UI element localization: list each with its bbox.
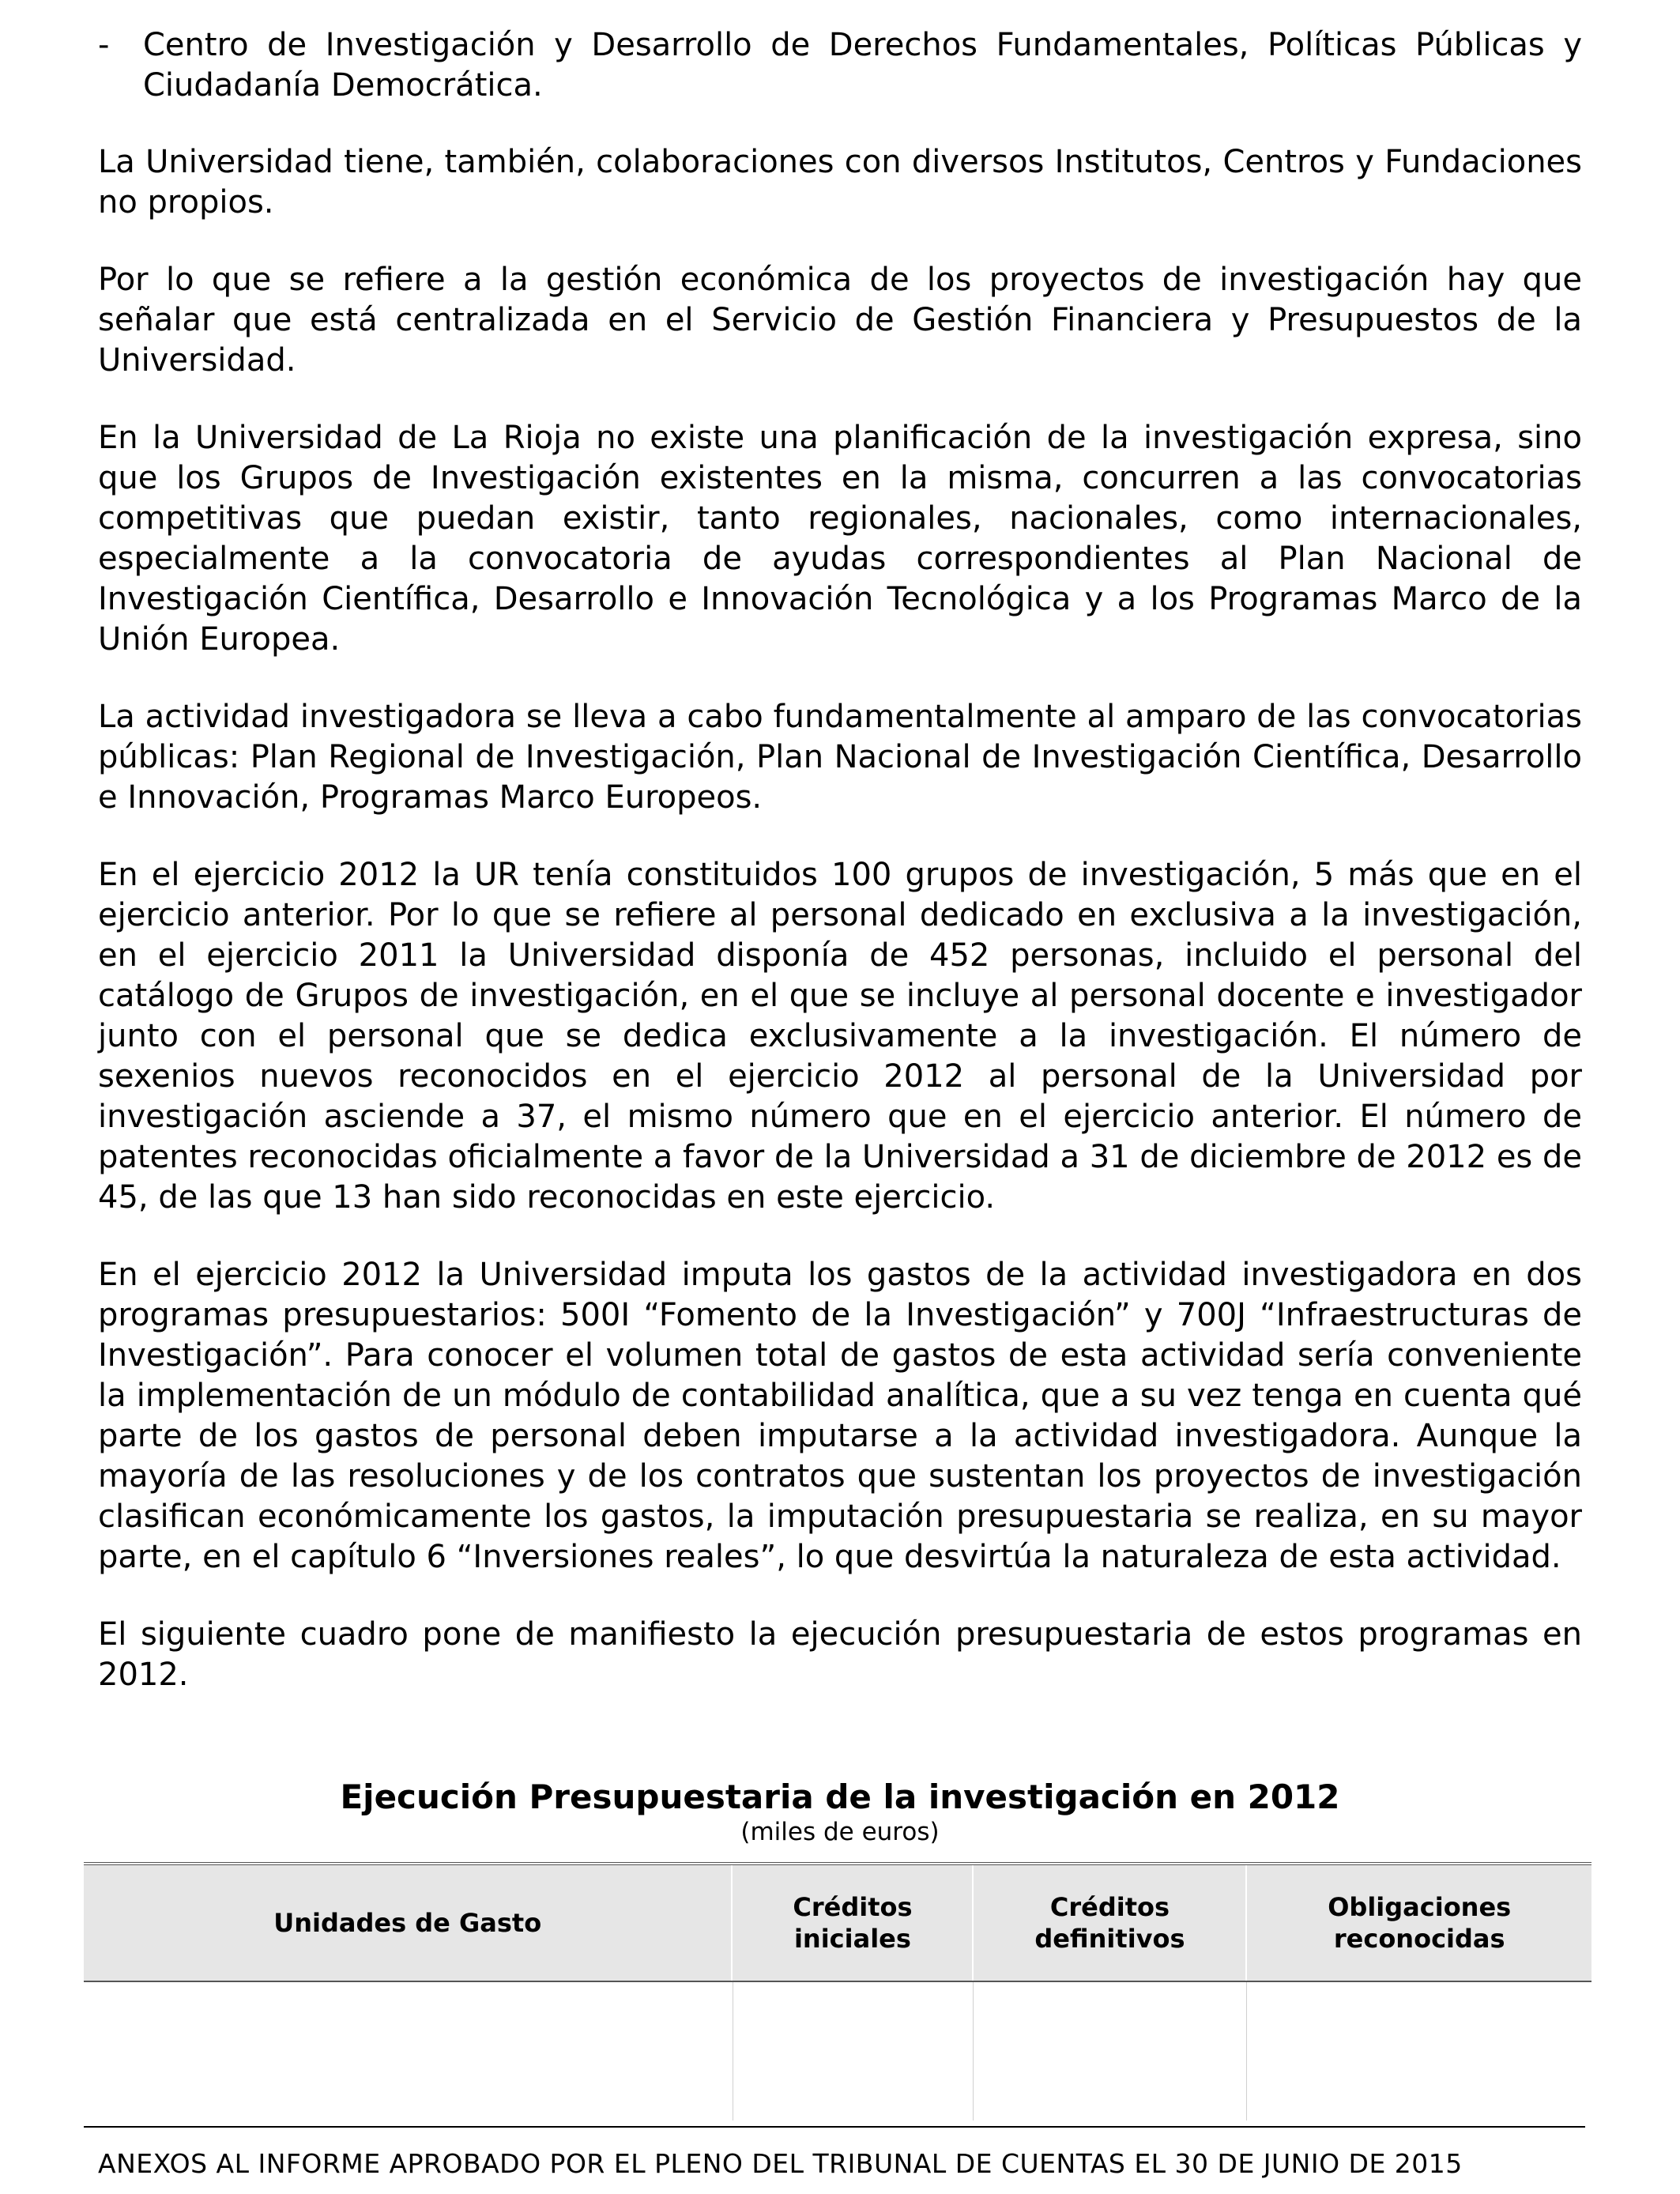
table-body	[84, 1982, 1591, 2120]
table-subtitle: (miles de euros)	[740, 1818, 940, 1846]
table-cell	[84, 1982, 733, 2120]
paragraph-grupos-personal: En el ejercicio 2012 la UR tenía constituidos 100 grupos de investigación, 5 más que en el ejercicio anterior. Por lo que se refiere al personal dedicado en exclusiva a la investigación, en el ejercicio 2011 la Universidad disponía de 452 personas, incluido el personal del catálogo de Grupos de investigación, en el que se incluye al personal docente e investigador junto con el personal que se dedica exclusivamente a la investigación. El número de sexenios nuevos reconocidos en el ejercicio 2012 al personal de la Universidad por investigación asciende a 37, el mismo número que en el ejercicio anterior. El número de patentes reconocidas oficialmente a favor de la Universidad a 31 de diciembre de 2012 es de 45, de las que 13 han sido reconocidas en este ejercicio.	[98, 857, 1582, 1216]
table-cell	[1246, 1982, 1591, 2120]
header-obligaciones-reconocidas: Obligaciones reconocidas	[1245, 1865, 1591, 1981]
header-creditos-definitivos: Créditos definitivos	[972, 1865, 1245, 1981]
document-body	[98, 25, 1582, 1732]
table-cell	[733, 1982, 974, 2120]
paragraph-gestion-economica: Por lo que se refiere a la gestión económica de los proyectos de investigación hay que señalar que está centralizada en el Servicio de Gestión Financiera y Presupuestos de la Universidad.	[98, 262, 1582, 379]
table-title: Ejecución Presupuestaria de la investigación en 2012	[340, 1777, 1340, 1816]
budget-table	[84, 1862, 1591, 2120]
paragraph-planificacion: En la Universidad de La Rioja no existe una planificación de la investigación expresa, sino que los Grupos de Investigación existentes en la misma, concurren a las convocatorias competitivas que puedan existir, tanto regionales, nacionales, como internacionales, especialmente a la convocatoria de ayudas correspondientes al Plan Nacional de Investigación Científica, Desarrollo e Innovación Tecnológica y a los Programas Marco de la Unión Europea.	[98, 420, 1582, 658]
table-header-row	[84, 1865, 1591, 1982]
table-cell	[973, 1982, 1245, 2120]
paragraph-colaboraciones: La Universidad tiene, también, colaboraciones con diversos Institutos, Centros y Fundaciones no propios.	[98, 144, 1582, 221]
paragraph-programas-presupuestarios: En el ejercicio 2012 la Universidad imputa los gastos de la actividad investigadora en dos programas presupuestarios: 500I “Fomento de la Investigación” y 700J “Infraestructuras de Investigación”. Para conocer el volumen total de gastos de esta actividad sería conveniente la implementación de un módulo de contabilidad analítica, que a su vez tenga en cuenta qué parte de los gastos de personal deben imputarse a la actividad investigadora. Aunque la mayoría de las resoluciones y de los contratos que sustentan los proyectos de investigación clasifican económicamente los gastos, la imputación presupuestaria se realiza, en su mayor parte, en el capítulo 6 “Inversiones reales”, lo que desvirtúa la naturaleza de esta actividad.	[98, 1257, 1582, 1575]
bullet-dash: -	[98, 27, 110, 63]
paragraph-actividad-investigadora: La actividad investigadora se lleva a cabo fundamentalmente al amparo de las convocatorias públicas: Plan Regional de Investigación, Plan Nacional de Investigación Científica, Desarrollo e Innovación, Programas Marco Europeos.	[98, 699, 1582, 816]
paragraph-cuadro-intro: El siguiente cuadro pone de manifiesto la ejecución presupuestaria de estos programas en 2012.	[98, 1616, 1582, 1693]
bullet-text: Centro de Investigación y Desarrollo de Derechos Fundamentales, Políticas Públicas y Ciudadanía Democrática.	[143, 27, 1582, 104]
bullet-item	[98, 25, 1582, 106]
page-footer: ANEXOS AL INFORME APROBADO POR EL PLENO DEL TRIBUNAL DE CUENTAS EL 30 DE JUNIO DE 2015	[98, 2148, 1463, 2179]
footer-divider	[84, 2126, 1585, 2128]
header-unidades-de-gasto: Unidades de Gasto	[273, 1908, 542, 1938]
header-creditos-iniciales: Créditos iniciales	[731, 1865, 972, 1981]
